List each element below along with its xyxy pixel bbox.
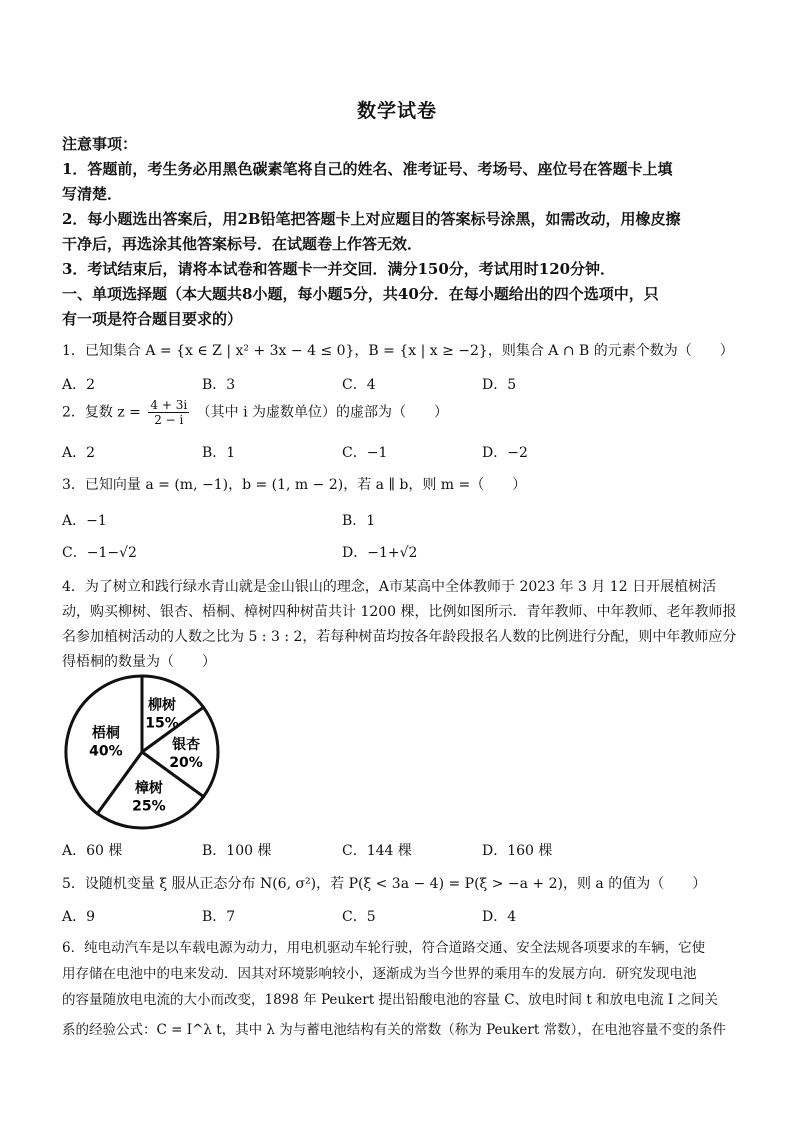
question-4-line-3: 名参加植树活动的人数之比为 5 : 3 : 2，若每种树苗均按各年龄段报名人数的比例进行分配，则中年教师应分 (62, 629, 737, 645)
question-2-option-d: D．−2 (482, 445, 528, 461)
question-1-option-c: C．4 (342, 377, 376, 393)
page-title: 数学试卷 (356, 100, 437, 122)
question-6-line-1: 6．纯电动汽车是以车载电源为动力，用电机驱动车轮行驶，符合道路交通、安全法规各项要求的车辆，它使 (62, 940, 706, 956)
notice-line-1: 1．答题前，考生务必用黑色碳素笔将自己的姓名、准考证号、考场号、座位号在答题卡上填 (62, 160, 673, 178)
question-3-text: 3．已知向量 a = (m, −1)，b = (1, m − 2)，若 a ∥ b，则 m =（ ） (62, 477, 527, 493)
question-5-option-b: B．7 (202, 909, 236, 925)
question-2-suffix: （其中 i 为虚数单位）的虚部为（ ） (196, 404, 449, 421)
pie-slice-name-1: 银杏 (172, 737, 201, 753)
question-3-option-a: A．−1 (62, 513, 107, 529)
question-5-option-a: A．9 (62, 909, 96, 925)
pie-slice-label-2: 25% (132, 798, 166, 815)
question-4-line-1: 4．为了树立和践行绿水青山就是金山银山的理念，A市某高中全体教师于 2023 年 3 月 12 日开展植树活 (62, 579, 717, 595)
question-2-fraction (148, 398, 189, 427)
question-1-option-a: A．2 (62, 377, 96, 393)
pie-slice-name-0: 柳树 (148, 697, 177, 714)
question-4-option-b: B．100 棵 (202, 843, 272, 859)
notice-line-5: 3．考试结束后，请将本试卷和答题卡一并交回．满分150分，考试用时120分钟． (62, 260, 616, 278)
question-5-text: 5．设随机变量 ξ 服从正态分布 N(6, σ²)，若 P(ξ < 3a − 4) = P(ξ > −a + 2)，则 a 的值为（ ） (62, 876, 707, 892)
question-3-option-d: D．−1+√2 (342, 545, 418, 561)
question-4-line-4: 得梧桐的数量为（ ） (62, 654, 216, 670)
pie-slice-name-3: 梧桐 (91, 725, 120, 742)
pie-chart (62, 672, 222, 832)
question-1-text: 1．已知集合 A = {x ∈ Z | x² + 3x − 4 ≤ 0}，B = {x | x ≥ −2}，则集合 A ∩ B 的元素个数为（ ） (62, 343, 734, 359)
question-6-line-4: 系的经验公式：C = I^λ t，其中 λ 为与蓄电池结构有关的常数（称为 Peukert 常数），在电池容量不变的条件 (62, 1022, 726, 1038)
question-3-option-c: C．−1−√2 (62, 545, 137, 561)
question-2-option-a: A．2 (62, 445, 96, 461)
notice-line-2: 写清楚． (62, 185, 123, 203)
question-2-text (62, 398, 448, 427)
question-2-denominator: 2 − i (154, 413, 184, 427)
question-2-numerator: 4 + 3i (150, 398, 188, 412)
question-6-line-3: 的容量随放电电流的大小而改变，1898 年 Peukert 提出铅酸电池的容量 C、放电时间 t 和放电电流 I 之间关 (62, 992, 718, 1008)
question-6-line-2: 用存储在电池中的电来发动．因其对环境影响较小，逐渐成为当今世界的乘用车的发展方向．研究发现电池 (62, 966, 697, 982)
question-2-option-b: B．1 (202, 445, 236, 461)
question-1-option-d: D．5 (482, 377, 517, 393)
question-5-option-c: C．5 (342, 909, 376, 925)
notice-heading: 注意事项： (62, 135, 138, 153)
pie-slice-label-0: 15% (145, 715, 179, 732)
pie-slice-name-2: 樟树 (134, 780, 163, 797)
pie-slice-label-3: 40% (89, 743, 123, 760)
pie-slice-label-1: 20% (169, 755, 203, 771)
notice-line-4: 干净后，再选涂其他答案标号．在试题卷上作答无效． (62, 235, 423, 253)
question-2-prefix: 2．复数 z = (62, 404, 141, 421)
question-4-option-a: A．60 棵 (62, 843, 123, 859)
section-heading-line-2: 有一项是符合题目要求的） (62, 310, 243, 328)
question-4-line-2: 动，购买柳树、银杏、梧桐、樟树四种树苗共计 1200 棵，比例如图所示．青年教师、中年教师、老年教师报 (62, 604, 737, 620)
question-1-option-b: B．3 (202, 377, 236, 393)
question-4-option-d: D．160 棵 (482, 843, 553, 859)
section-heading-line-1: 一、单项选择题（本大题共8小题，每小题5分，共40分．在每小题给出的四个选项中，只 (62, 285, 659, 303)
question-5-option-d: D．4 (482, 909, 517, 925)
notice-line-3: 2．每小题选出答案后，用2B铅笔把答题卡上对应题目的答案标号涂黑，如需改动，用橡皮擦 (62, 210, 681, 228)
question-4-option-c: C．144 棵 (342, 843, 412, 859)
question-2-option-c: C．−1 (342, 445, 388, 461)
question-3-option-b: B．1 (342, 513, 376, 529)
